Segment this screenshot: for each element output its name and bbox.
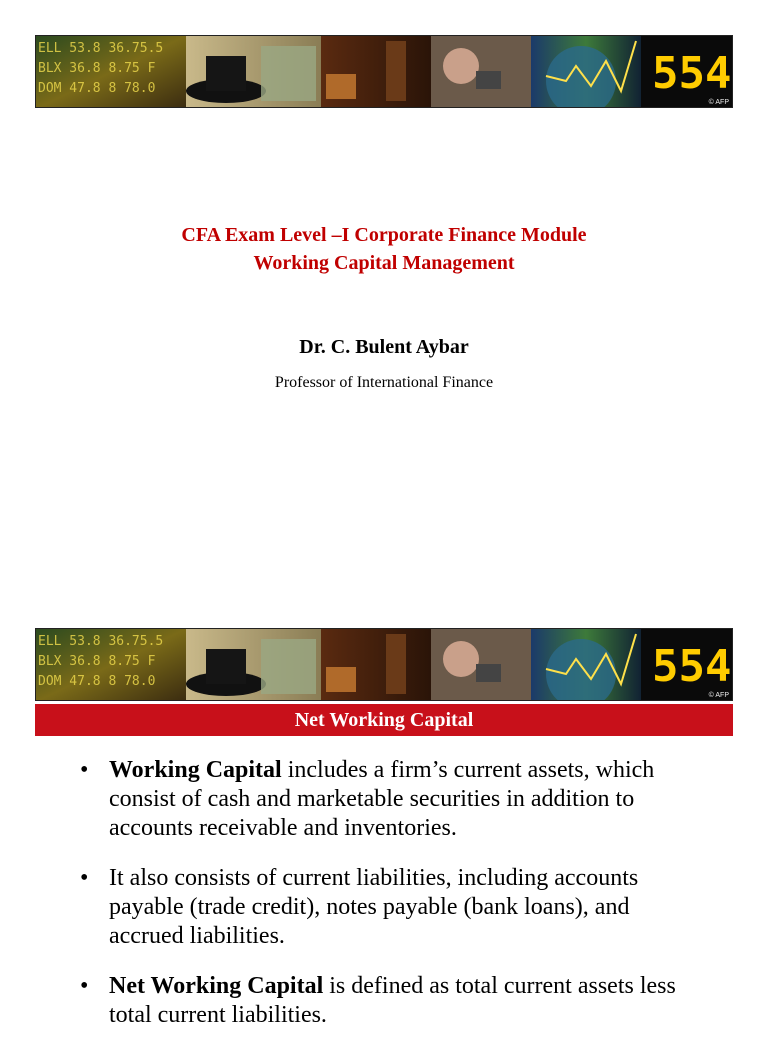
photo-credit: © AFP (708, 99, 729, 106)
ticker-display: 554 (652, 48, 732, 99)
bullet-text: includes a firm’s current assets, which consist of cash and marketable securities in addition to accounts receivable and inventories. (109, 757, 655, 841)
bullet-dot-icon: • (80, 757, 89, 783)
author-affiliation: Professor of International Finance (274, 374, 494, 391)
svg-text:ELL 53.8 36.75.5: ELL 53.8 36.75.5 (38, 41, 164, 56)
author-name: Dr. C. Bulent Aybar (299, 336, 469, 358)
top-banner (35, 35, 733, 108)
bullet-text: is defined as total current assets less total current liabilities. (109, 973, 676, 1028)
banner-collage-image (36, 36, 733, 108)
ticker-display: 554 (652, 641, 732, 692)
bullet-item (80, 864, 700, 951)
section-title-bar: Net Working Capital (35, 704, 733, 736)
svg-text:BLX 36.8 8.75 F: BLX 36.8 8.75 F (38, 61, 156, 76)
photo-credit: © AFP (708, 692, 729, 699)
bullet-item (80, 756, 700, 843)
presentation-title (0, 221, 768, 277)
svg-text:BLX 36.8 8.75 F: BLX 36.8 8.75 F (38, 654, 156, 669)
bullet-item (80, 972, 700, 1030)
bullet-text: It also consists of current liabilities, including accounts payable (trade credit), notes payable (bank loans), and accrued liabilities. (109, 865, 639, 949)
title-line-2: Working Capital Management (253, 252, 515, 274)
bullet-dot-icon: • (80, 973, 89, 999)
bullet-list (80, 756, 700, 1051)
second-banner (35, 628, 733, 701)
banner-collage-image (36, 629, 733, 701)
svg-text:DOM 47.8 8 78.0: DOM 47.8 8 78.0 (38, 81, 156, 96)
svg-text:ELL 53.8 36.75.5: ELL 53.8 36.75.5 (38, 634, 164, 649)
title-line-1: CFA Exam Level –I Corporate Finance Module (181, 224, 587, 246)
bullet-term: Working Capital (109, 757, 282, 783)
svg-text:DOM 47.8 8 78.0: DOM 47.8 8 78.0 (38, 674, 156, 689)
bullet-term: Net Working Capital (109, 973, 324, 999)
bullet-dot-icon: • (80, 865, 89, 891)
